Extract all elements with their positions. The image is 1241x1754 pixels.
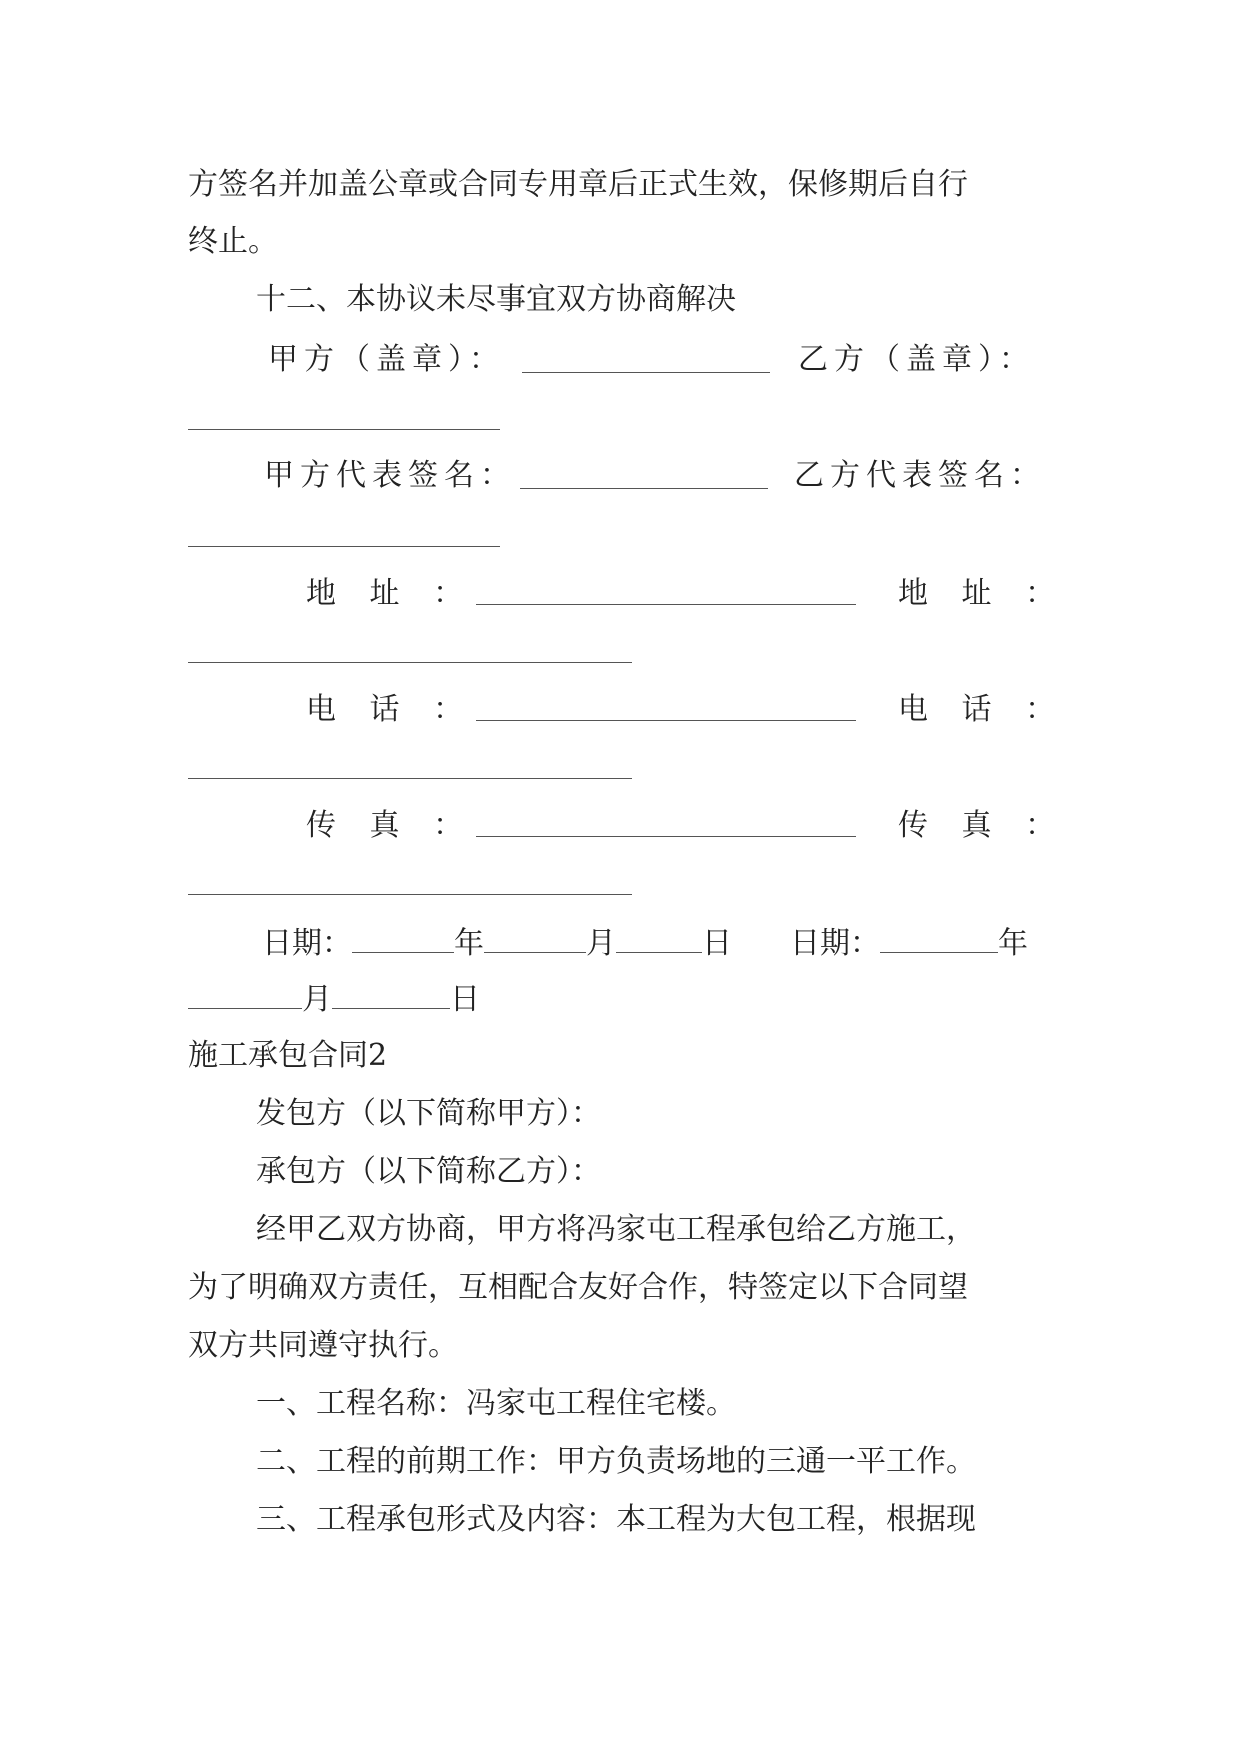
date-row-a [262, 922, 732, 964]
party-b-phone-label: 电 话 ： [898, 692, 1068, 727]
contractor-line: 承包方（以下简称乙方）： [256, 1154, 601, 1189]
party-b-rep-blank[interactable] [188, 546, 500, 547]
month-label: 月 [302, 982, 332, 1017]
party-a-fax-label: 传 真 ： [306, 808, 476, 843]
day-label: 日 [450, 982, 480, 1017]
party-b-address-blank[interactable] [188, 662, 632, 663]
intro-text: 双方共同遵守执行。 [188, 1328, 458, 1363]
party-a-phone-label: 电 话 ： [306, 692, 476, 727]
party-a-fax-blank[interactable] [476, 836, 856, 837]
date-label: 日期： [790, 926, 880, 961]
year-label: 年 [998, 926, 1028, 961]
party-a-address-label: 地 址 ： [306, 576, 476, 611]
clause-12: 十二、本协议未尽事宜双方协商解决 [256, 282, 736, 317]
party-b-rep-label: 乙方代表签名： [794, 458, 1046, 493]
party-b-seal-label: 乙方（盖章）： [798, 342, 1035, 377]
month-label: 月 [586, 926, 616, 961]
date-row-b [790, 922, 1028, 964]
clause-3: 三、工程承包形式及内容：本工程为大包工程，根据现 [256, 1502, 976, 1537]
day-blank[interactable] [332, 978, 450, 1009]
party-b-seal-blank[interactable] [188, 429, 500, 430]
paragraph-text: 终止。 [188, 224, 278, 259]
party-a-address-blank[interactable] [476, 604, 856, 605]
party-b-fax-blank[interactable] [188, 894, 632, 895]
party-a-seal-label: 甲方（盖章）： [268, 342, 505, 377]
paragraph-text: 方签名并加盖公章或合同专用章后正式生效，保修期后自行 [188, 167, 968, 202]
contract-title: 施工承包合同2 [188, 1038, 388, 1073]
intro-text: 为了明确双方责任，互相配合友好合作，特签定以下合同望 [188, 1270, 968, 1305]
day-label: 日 [702, 926, 732, 961]
month-blank[interactable] [188, 978, 302, 1009]
party-a-seal-blank[interactable] [522, 372, 770, 373]
party-b-fax-label: 传 真 ： [898, 808, 1068, 843]
year-blank[interactable] [352, 922, 454, 953]
party-b-phone-blank[interactable] [188, 778, 632, 779]
clause-1: 一、工程名称：冯家屯工程住宅楼。 [256, 1386, 736, 1421]
date-label: 日期： [262, 926, 352, 961]
date-row-b-cont [188, 978, 480, 1020]
party-a-rep-label: 甲方代表签名： [264, 458, 516, 493]
year-blank[interactable] [880, 922, 998, 953]
intro-text: 经甲乙双方协商，甲方将冯家屯工程承包给乙方施工， [256, 1212, 976, 1247]
party-a-rep-blank[interactable] [520, 488, 768, 489]
day-blank[interactable] [616, 922, 702, 953]
employer-line: 发包方（以下简称甲方）： [256, 1096, 601, 1131]
month-blank[interactable] [484, 922, 586, 953]
party-a-phone-blank[interactable] [476, 720, 856, 721]
clause-2: 二、工程的前期工作：甲方负责场地的三通一平工作。 [256, 1444, 976, 1479]
year-label: 年 [454, 926, 484, 961]
party-b-address-label: 地 址 ： [898, 576, 1068, 611]
